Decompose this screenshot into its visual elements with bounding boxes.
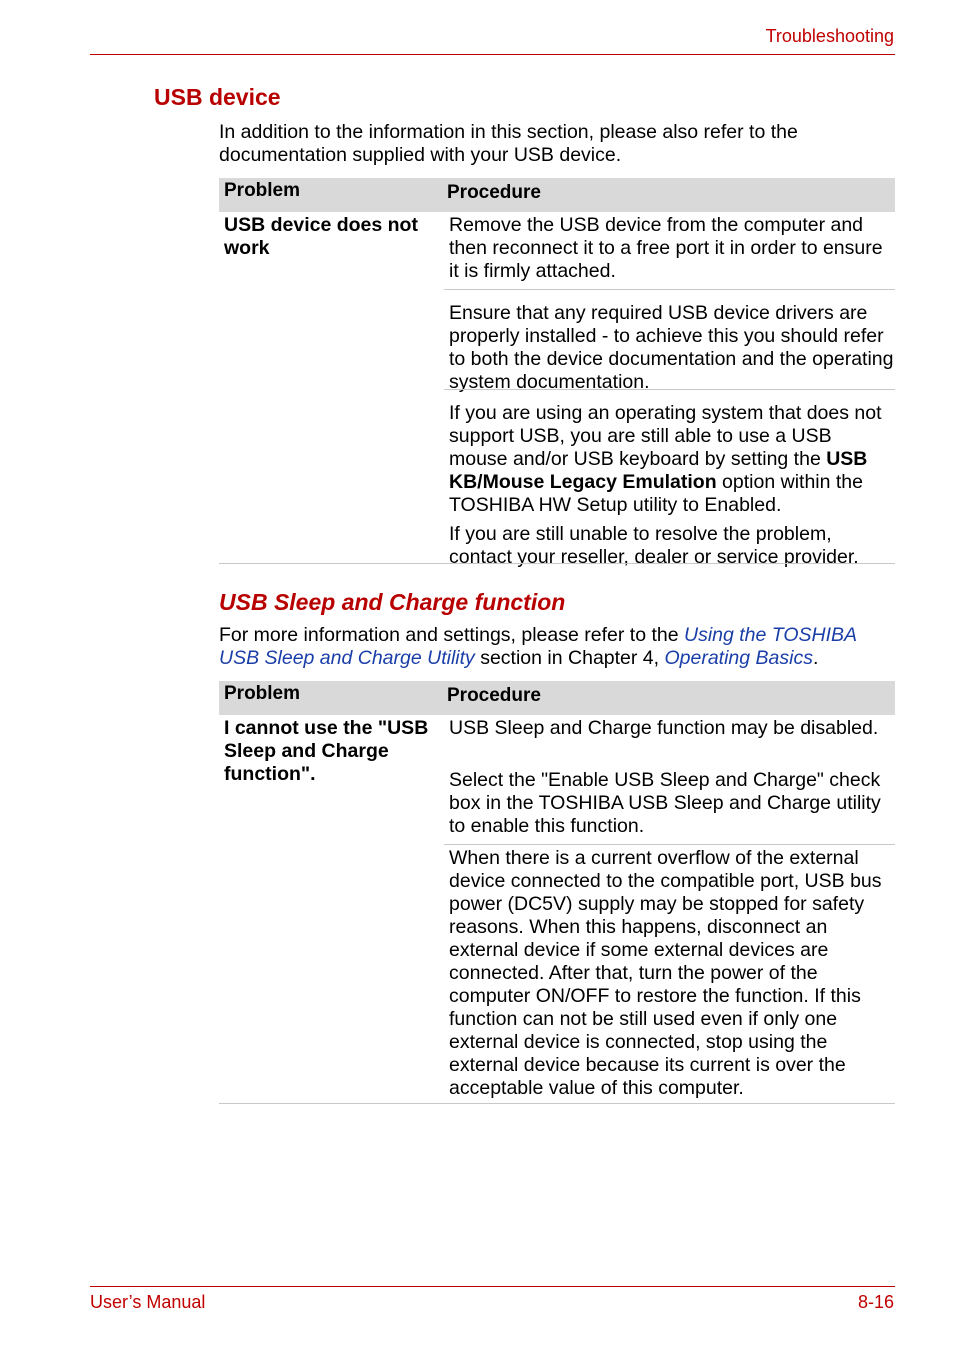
- row-divider: [444, 289, 895, 290]
- problem-cell: USB device does not work: [224, 214, 418, 259]
- table-bottom-rule: [219, 563, 895, 564]
- problem-cell: I cannot use the "USB Sleep and Charge function".: [224, 717, 429, 785]
- intro-text: For more information and settings, please refer to the: [219, 624, 684, 646]
- troubleshooting-table-usb-device: [219, 178, 895, 568]
- header-rule: [90, 54, 895, 55]
- column-header-procedure: Procedure: [447, 182, 541, 203]
- footer-rule: [90, 1286, 895, 1287]
- table-bottom-rule: [219, 1103, 895, 1104]
- setting-name: USB KB/Mouse Legacy Emulation: [449, 448, 868, 493]
- column-header-problem: Problem: [224, 180, 301, 201]
- procedure-step: Select the "Enable USB Sleep and Charge" check box in the TOSHIBA USB Sleep and Charge utility to enable this function.: [449, 769, 881, 837]
- table-header-row: [219, 178, 895, 212]
- column-header-procedure: Procedure: [447, 685, 541, 706]
- section-heading-usb-sleep-charge: USB Sleep and Charge function: [219, 589, 566, 615]
- link-usb-sleep-charge-utility[interactable]: Using the TOSHIBA USB Sleep and Charge Utility: [219, 624, 857, 669]
- table-row: [219, 715, 895, 1105]
- procedure-text: If you are using an operating system that does not support USB, you are still able to use a USB mouse and/or USB keyboard by setting the: [449, 402, 882, 470]
- intro-text: section in Chapter 4,: [474, 647, 665, 669]
- running-header-title: Troubleshooting: [765, 26, 894, 46]
- link-operating-basics[interactable]: Operating Basics: [664, 647, 813, 669]
- section-heading-usb-device: USB device: [154, 84, 281, 110]
- column-header-problem: Problem: [224, 683, 301, 704]
- procedure-step: [449, 402, 895, 517]
- procedure-step: USB Sleep and Charge function may be disabled.: [449, 717, 879, 739]
- footer-manual-title: User’s Manual: [90, 1292, 206, 1312]
- procedure-text: option within the TOSHIBA HW Setup utility to Enabled.: [449, 471, 863, 516]
- section-intro: In addition to the information in this section, please also refer to the documentation supplied with your USB device.: [219, 121, 798, 166]
- section-intro: [219, 624, 899, 670]
- procedure-step: If you are still unable to resolve the problem, contact your reseller, dealer or service provider.: [449, 523, 859, 568]
- page-number: 8-16: [857, 1292, 894, 1312]
- table-row: [219, 212, 895, 568]
- procedure-step: Ensure that any required USB device drivers are properly installed - to achieve this you should refer to both the device documentation and the operating system documentation.: [449, 302, 894, 393]
- procedure-step: Remove the USB device from the computer and then reconnect it to a free port it in order to ensure it is firmly attached.: [449, 214, 883, 282]
- troubleshooting-table-usb-sleep-charge: [219, 681, 895, 1105]
- table-header-row: [219, 681, 895, 715]
- row-divider: [444, 389, 895, 390]
- procedure-step: When there is a current overflow of the external device connected to the compatible port, USB bus power (DC5V) supply may be stopped for safety reasons. When this happens, disconnect an external device if some external devices are connected. After that, turn the power of the computer ON/OFF to restore the function. If this function can not be still used even if only one external device is connected, stop using the external device because its current is over the acceptable value of this computer.: [449, 847, 882, 1099]
- row-divider: [444, 844, 895, 845]
- intro-text: .: [812, 647, 819, 669]
